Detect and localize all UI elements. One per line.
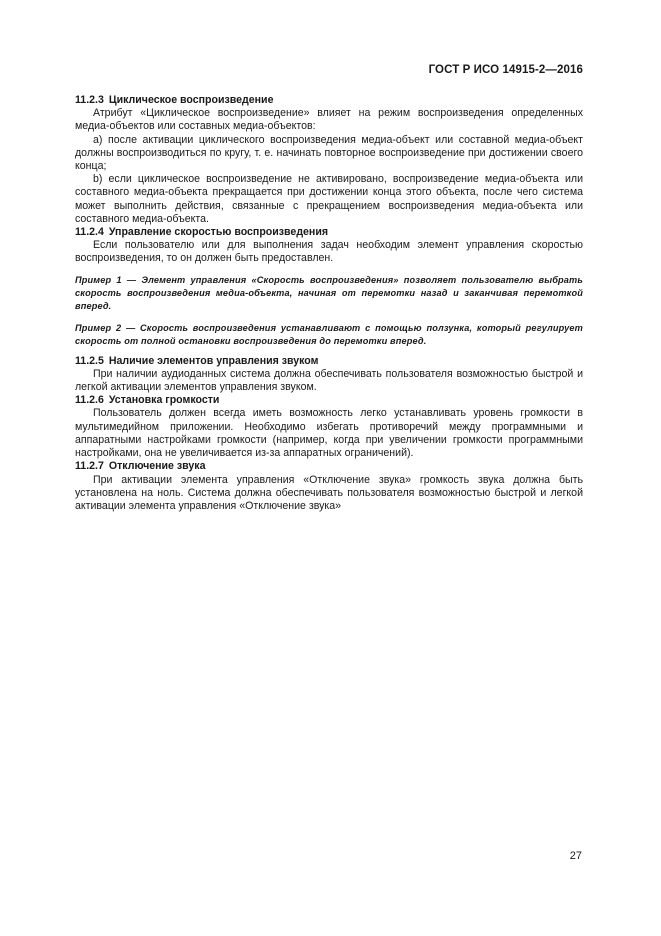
list-item-a: a) после активации циклического воспроизведения медиа-объект или составной медиа-объект должны воспроизводиться по кругу, т. е. начинать повторное воспроизведение при достижении своего конца; (75, 133, 583, 173)
section-number: 11.2.6 (75, 394, 104, 407)
page-body (75, 94, 583, 513)
section-heading-11-2-7 (75, 460, 583, 473)
paragraph: Если пользователю или для выполнения задач необходим элемент управления скоростью воспроизведения, то он должен быть предоставлен. (75, 239, 583, 265)
section-heading-11-2-5 (75, 355, 583, 368)
section-number: 11.2.5 (75, 354, 104, 367)
section-title: Отключение звука (108, 460, 206, 473)
paragraph: При наличии аудиоданных система должна обеспечивать пользователя возможностью быстрой и легкой активации элементов управления звуком. (75, 367, 583, 394)
paragraph: При активации элемента управления «Отключение звука» громкость звука должна быть установлена на ноль. Система должна обеспечивать пользователя возможностью быстрой и легкой активации элемента управления «Отключение звука» (75, 473, 583, 512)
section-heading-11-2-3 (75, 94, 583, 107)
section-heading-11-2-6 (75, 394, 583, 407)
section-title: Циклическое воспроизведение (108, 94, 274, 106)
section-number: 11.2.4 (75, 226, 104, 239)
page-number: 27 (569, 850, 582, 862)
section-number: 11.2.7 (75, 460, 104, 473)
paragraph: Атрибут «Циклическое воспроизведение» влияет на режим воспроизведения определенных медиа-объектов или составных медиа-объектов: (75, 107, 583, 133)
document-code-header: ГОСТ Р ИСО 14915-2—2016 (428, 64, 583, 76)
example-note-1: Пример 1 — Элемент управления «Скорость воспроизведения» позволяет пользователю выбрать скорость воспроизведения медиа-объекта, начиная от перемотки назад и заканчивая перемоткой вперед. (75, 274, 583, 312)
list-item-b: b) если циклическое воспроизведение не активировано, воспроизведение медиа-объекта или составного медиа-объекта прекращается при достижении конца этого объекта, после чего система может выполнить действия, связанные с прекращением воспроизведения медиа-объекта или составного медиа-объекта. (75, 173, 583, 225)
example-note-2: Пример 2 — Скорость воспроизведения устанавливают с помощью ползунка, который регулирует скорость от полной остановки воспроизведения до перемотки вперед. (75, 322, 583, 347)
section-heading-11-2-4 (75, 226, 583, 239)
section-title: Наличие элементов управления звуком (108, 354, 319, 367)
section-title: Управление скоростью воспроизведения (108, 226, 329, 239)
paragraph: Пользователь должен всегда иметь возможность легко устанавливать уровень громкости в мультимедийном приложении. Необходимо избегать противоречий между программными и аппаратными настройками громкости (например, когда при увеличении громкости программными настройками, она не увеличивается из-за аппаратных ограничений). (75, 407, 583, 460)
section-number: 11.2.3 (75, 94, 104, 106)
section-title: Установка громкости (108, 394, 220, 407)
